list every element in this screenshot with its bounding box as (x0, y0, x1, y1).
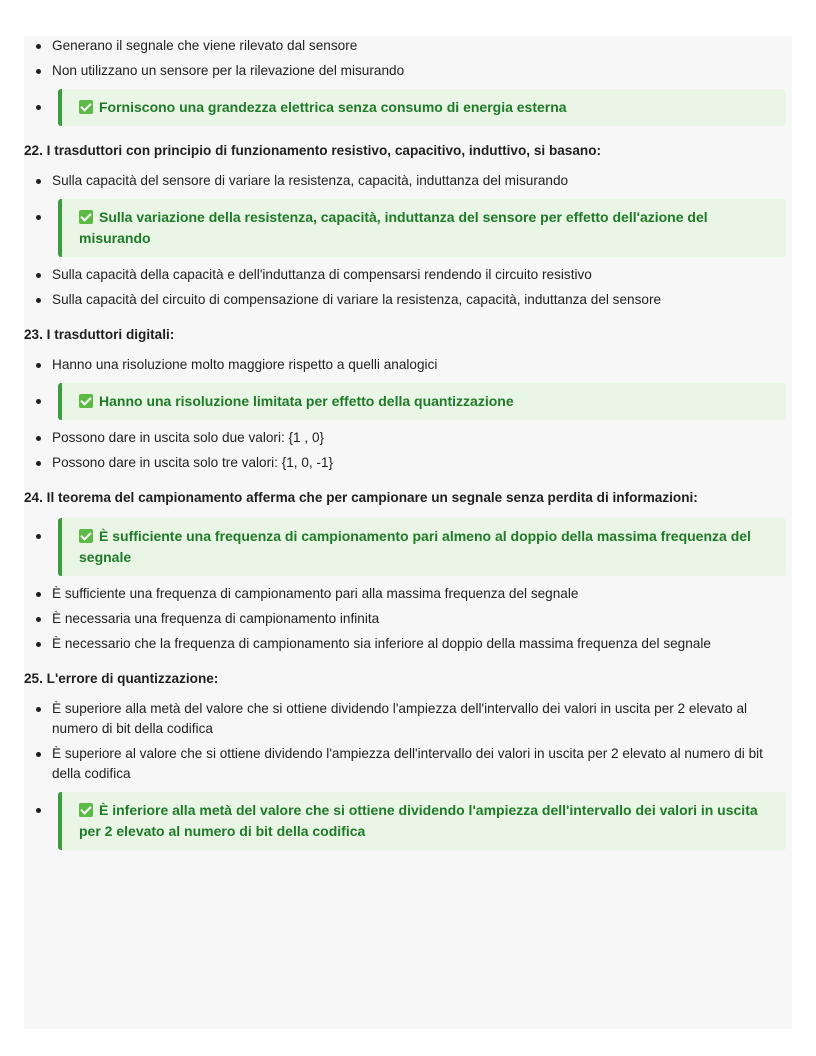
option-text: Possono dare in uscita solo tre valori: {1, 0, -1} (52, 455, 334, 470)
question-title: 24. Il teorema del campionamento afferma che per campionare un segnale senza perdita di informazioni: (24, 490, 698, 505)
check-box-icon (79, 210, 93, 224)
correct-answer-box (58, 383, 786, 420)
correct-answer-box (58, 518, 786, 576)
option-text: Hanno una risoluzione molto maggiore rispetto a quelli analogici (52, 357, 438, 372)
list-item (32, 609, 792, 629)
list-item (32, 355, 792, 375)
option-text: È superiore alla metà del valore che si ottiene dividendo l'ampiezza dell'intervallo dei valori in uscita per 2 elevato al numero di bit della codifica (52, 701, 748, 736)
bullet-icon (36, 707, 41, 712)
correct-answer-box (58, 792, 786, 850)
option-text: Sulla capacità del sensore di variare la resistenza, capacità, induttanza del misurando (52, 173, 569, 188)
check-box-icon (79, 803, 93, 817)
bullet-icon (36, 215, 41, 220)
option-text: Possono dare in uscita solo due valori: {1 , 0} (52, 430, 325, 445)
list-item (32, 453, 792, 473)
option-text: È superiore al valore che si ottiene dividendo l'ampiezza dell'intervallo dei valori in uscita per 2 elevato al numero di bit della codifica (52, 746, 763, 781)
bullet-icon (36, 461, 41, 466)
question-title: 23. I trasduttori digitali: (24, 327, 175, 342)
bullet-icon (36, 363, 41, 368)
list-item (32, 699, 792, 739)
correct-answer-item (32, 199, 792, 257)
correct-answer-text: Hanno una risoluzione limitata per effetto della quantizzazione (99, 393, 514, 409)
option-text: È necessaria una frequenza di campionamento infinita (52, 611, 380, 626)
correct-answer-box (58, 89, 786, 126)
bullet-icon (36, 69, 41, 74)
option-text: È sufficiente una frequenza di campionamento pari alla massima frequenza del segnale (52, 586, 579, 601)
list-item (32, 171, 792, 191)
correct-answer-text: Sulla variazione della resistenza, capacità, induttanza del sensore per effetto dell'azione del misurando (79, 209, 708, 246)
list-item (32, 36, 792, 56)
bullet-icon (36, 808, 41, 813)
question-title: 25. L'errore di quantizzazione: (24, 671, 219, 686)
q24-options (24, 518, 792, 654)
bullet-icon (36, 436, 41, 441)
option-text: È necessario che la frequenza di campionamento sia inferiore al doppio della massima frequenza del segnale (52, 636, 711, 651)
bullet-icon (36, 592, 41, 597)
bullet-icon (36, 752, 41, 757)
quiz-content (24, 36, 792, 858)
q22-options (24, 171, 792, 310)
bullet-icon (36, 534, 41, 539)
correct-answer-item (32, 792, 792, 850)
check-box-icon (79, 529, 93, 543)
list-item (32, 634, 792, 654)
list-item (32, 290, 792, 310)
list-item (32, 428, 792, 448)
list-item (32, 584, 792, 604)
bullet-icon (36, 298, 41, 303)
correct-answer-box (58, 199, 786, 257)
correct-answer-text: È sufficiente una frequenza di campionamento pari almeno al doppio della massima frequenza del segnale (79, 528, 751, 565)
correct-answer-item (32, 383, 792, 420)
list-item (32, 265, 792, 285)
check-box-icon (79, 394, 93, 408)
option-text: Non utilizzano un sensore per la rilevazione del misurando (52, 63, 405, 78)
option-text: Generano il segnale che viene rilevato dal sensore (52, 38, 358, 53)
bullet-icon (36, 105, 41, 110)
list-item (32, 744, 792, 784)
list-item (32, 61, 792, 81)
bullet-icon (36, 273, 41, 278)
q25-options (24, 699, 792, 850)
correct-answer-item (32, 89, 792, 126)
q23-options (24, 355, 792, 473)
bullet-icon (36, 642, 41, 647)
option-text: Sulla capacità della capacità e dell'induttanza di compensarsi rendendo il circuito resistivo (52, 267, 592, 282)
bullet-icon (36, 44, 41, 49)
bullet-icon (36, 399, 41, 404)
bullet-icon (36, 617, 41, 622)
correct-answer-text: Forniscono una grandezza elettrica senza consumo di energia esterna (99, 99, 567, 115)
correct-answer-item (32, 518, 792, 576)
option-text: Sulla capacità del circuito di compensazione di variare la resistenza, capacità, induttanza del sensore (52, 292, 662, 307)
question-title: 22. I trasduttori con principio di funzionamento resistivo, capacitivo, induttivo, si basano: (24, 143, 602, 158)
check-box-icon (79, 100, 93, 114)
q21-options (24, 36, 792, 126)
correct-answer-text: È inferiore alla metà del valore che si ottiene dividendo l'ampiezza dell'intervallo dei valori in uscita per 2 elevato al numero di bit della codifica (79, 802, 758, 839)
bullet-icon (36, 179, 41, 184)
